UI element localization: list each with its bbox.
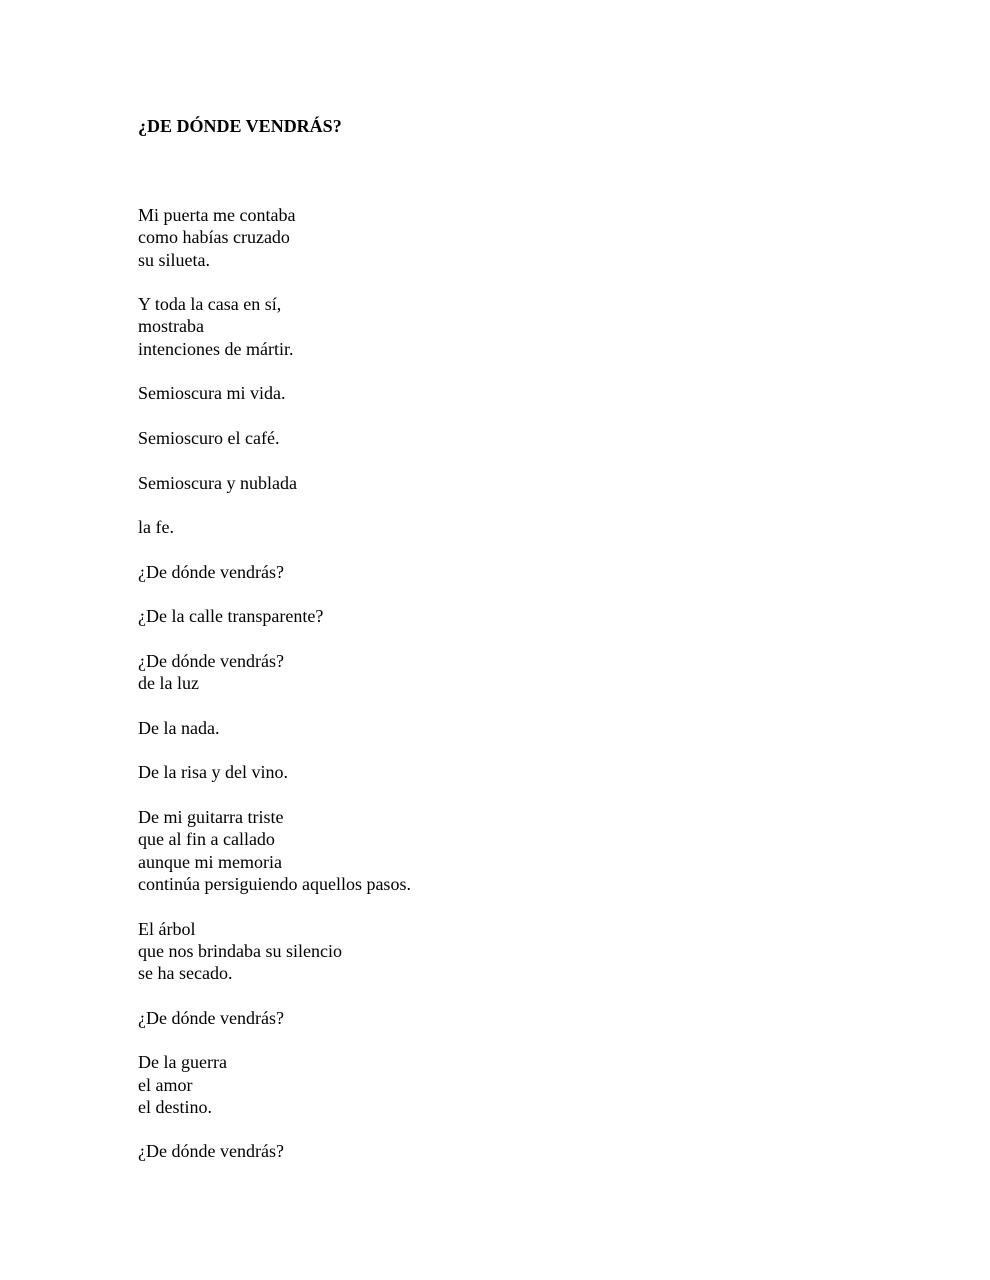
poem-line: el destino. — [138, 1096, 212, 1117]
poem-line: Mi puerta me contaba — [138, 205, 296, 225]
poem-stanza — [138, 761, 938, 783]
poem-stanza — [138, 1007, 938, 1029]
poem-stanza — [138, 382, 938, 404]
poem-line: Y toda la casa en sí, — [138, 294, 282, 315]
poem-line: mostraba — [138, 316, 204, 337]
poem-line: ¿De dónde vendrás? — [138, 561, 284, 582]
poem-stanza — [138, 472, 938, 494]
poem-line: su silueta. — [138, 249, 210, 270]
poem-stanza — [138, 650, 938, 695]
poem-line: de la luz — [138, 673, 199, 694]
poem-line: que nos brindaba su silencio — [138, 940, 342, 961]
poem-line: continúa persiguiendo aquellos pasos. — [138, 873, 411, 894]
poem-line: el amor — [138, 1074, 193, 1095]
poem-stanza — [138, 561, 938, 583]
poem-stanza — [138, 1140, 938, 1162]
poem-line: ¿De dónde vendrás? — [138, 1141, 284, 1162]
poem-stanza — [138, 806, 938, 895]
poem-line: como habías cruzado — [138, 227, 290, 248]
document-page — [138, 113, 938, 1185]
poem-body — [138, 204, 938, 1163]
poem-line: ¿De dónde vendrás? — [138, 650, 284, 671]
poem-stanza — [138, 516, 938, 538]
poem-stanza — [138, 293, 938, 360]
poem-line: intenciones de mártir. — [138, 338, 294, 359]
poem-stanza — [138, 204, 938, 271]
poem-line: De la guerra — [138, 1052, 227, 1073]
poem-line: ¿De la calle transparente? — [138, 606, 324, 627]
poem-line: El árbol — [138, 918, 196, 939]
poem-stanza — [138, 717, 938, 739]
poem-line: De la nada. — [138, 717, 220, 738]
poem-line: De mi guitarra triste — [138, 807, 284, 828]
poem-line: Semioscuro el café. — [138, 427, 280, 448]
poem-stanza — [138, 918, 938, 985]
poem-line: ¿De dónde vendrás? — [138, 1007, 284, 1028]
poem-stanza — [138, 605, 938, 627]
poem-line: Semioscura y nublada — [138, 472, 297, 493]
poem-line: De la risa y del vino. — [138, 762, 288, 783]
poem-line: Semioscura mi vida. — [138, 383, 286, 404]
poem-line: aunque mi memoria — [138, 851, 282, 872]
poem-line: que al fin a callado — [138, 829, 275, 850]
poem-stanza — [138, 427, 938, 449]
poem-line: se ha secado. — [138, 963, 233, 984]
poem-stanza — [138, 1051, 938, 1118]
poem-line: la fe. — [138, 517, 174, 538]
poem-title: ¿DE DÓNDE VENDRÁS? — [138, 116, 342, 136]
